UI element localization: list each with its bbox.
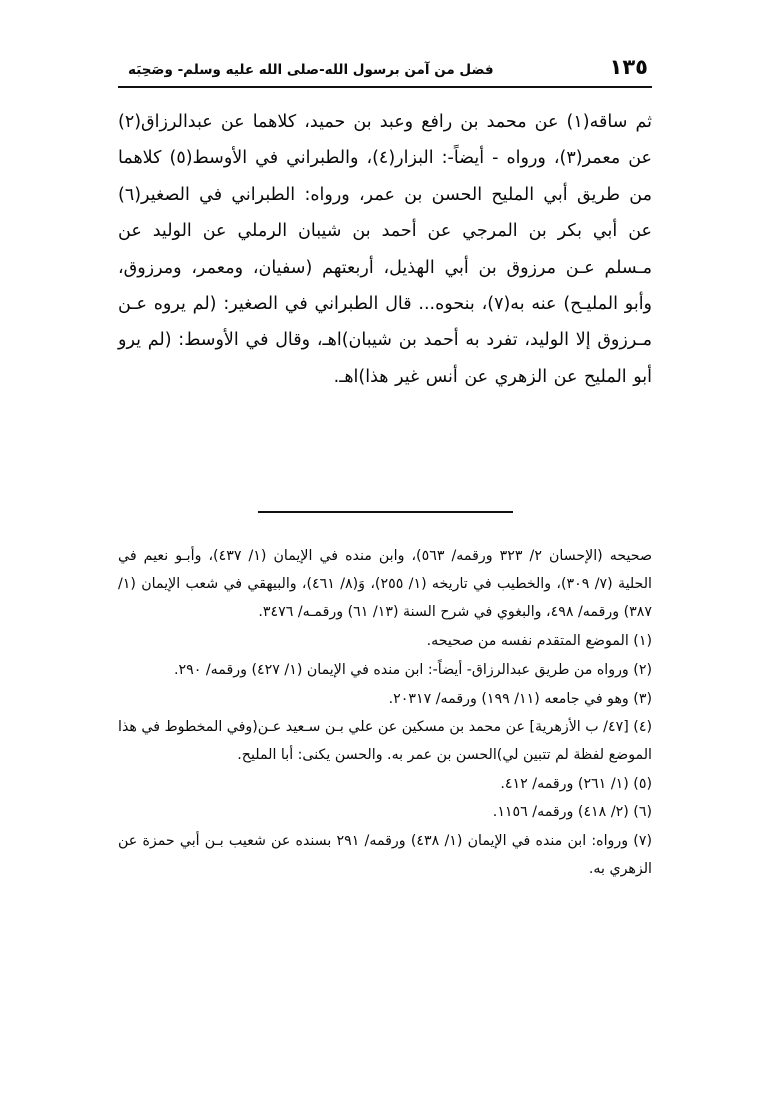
page-header [118, 55, 652, 79]
footnote-item-3: (٣) وهو في جامعه (١١/ ١٩٩) ورقمه/ ٢٠٣١٧. [388, 690, 652, 707]
footnote-head-block: صحيحه (الإحسان ٢/ ٣٢٣ ورقمه/ ٥٦٣)، وابن منده في الإيمان (١/ ٤٣٧)، وأبـو نعيم في الحلية (٧/ ٣٠٩)، والخطيب في تاريخه (١/ ٢٥٥)، وَ(٨/ ٤٦١)، والبيهقي في شعب الإيمان (١/ ٣٨٧) ورقمه/ ٤٩٨، والبغوي في شرح السنة (١٣/ ٦١) ورقمـه/ ٣٤٧٦. [118, 548, 652, 620]
running-head: فضل من آمن برسول الله-صلى الله عليه وسلم- وصَحِبَه [128, 62, 494, 78]
header-divider [118, 86, 652, 88]
page-number: ١٣٥ [609, 55, 648, 79]
footnote-item-2: (٢) ورواه من طريق عبدالرزاق- أيضاً-: ابن منده في الإيمان (١/ ٤٢٧) ورقمه/ ٢٩٠. [173, 661, 652, 678]
body-paragraph: ثم ساقه(١) عن محمد بن رافع وعبد بن حميد، كلاهما عن عبدالرزاق(٢) عن معمر(٣)، ورواه - أيضاً-: البزار(٤)، والطبراني في الأوسط(٥) كلاهما من طريق أبي المليح الحسن بن عمر، ورواه: الطبراني في الصغير(٦) عن أبي بكر بن المرجي عن أحمد بن شيبان الرملي عن الوليد عن مـسلم عـن مرزوق بن أبي الهذيل، أربعتهم (سفيان، ومعمر، ومرزوق، وأبو المليـح) عنه به(٧)، بنحوه... قال الطبراني في الصغير: (لم يروه عـن مـرزوق إلا الوليد، تفرد به أحمد بن شيبان)اهـ، وقال في الأوسط: (لم يرو أبو المليح عن الزهري عن أنس غير هذا)اهـ. [118, 112, 653, 387]
footnotes-section [118, 543, 652, 883]
main-body-text [118, 104, 652, 395]
footnote-item-6: (٦) (٢/ ٤١٨) ورقمه/ ١١٥٦. [492, 804, 652, 821]
footnote-item-4: (٤) [٤٧/ ب الأزهرية] عن محمد بن مسكين عن علي بـن سـعيد عـن(وفي المخطوط في هذا الموضع لفظة لم تتبين لي)الحسن بن عمر به. والحسن يكنى: أبا المليح. [118, 719, 653, 763]
footnote-separator-wrap [118, 503, 652, 521]
footnote-separator [258, 511, 513, 513]
footnote-item-1: (١) الموضع المتقدم نفسه من صحيحه. [426, 633, 652, 650]
footnote-item-7: (٧) ورواه: ابن منده في الإيمان (١/ ٤٣٨) ورقمه/ ٢٩١ بسنده عن شعيب بـن أبي حمزة عن الزهري به. [118, 833, 652, 877]
footnote-item-5: (٥) (١/ ٢٦١) ورقمه/ ٤١٢. [500, 775, 652, 792]
